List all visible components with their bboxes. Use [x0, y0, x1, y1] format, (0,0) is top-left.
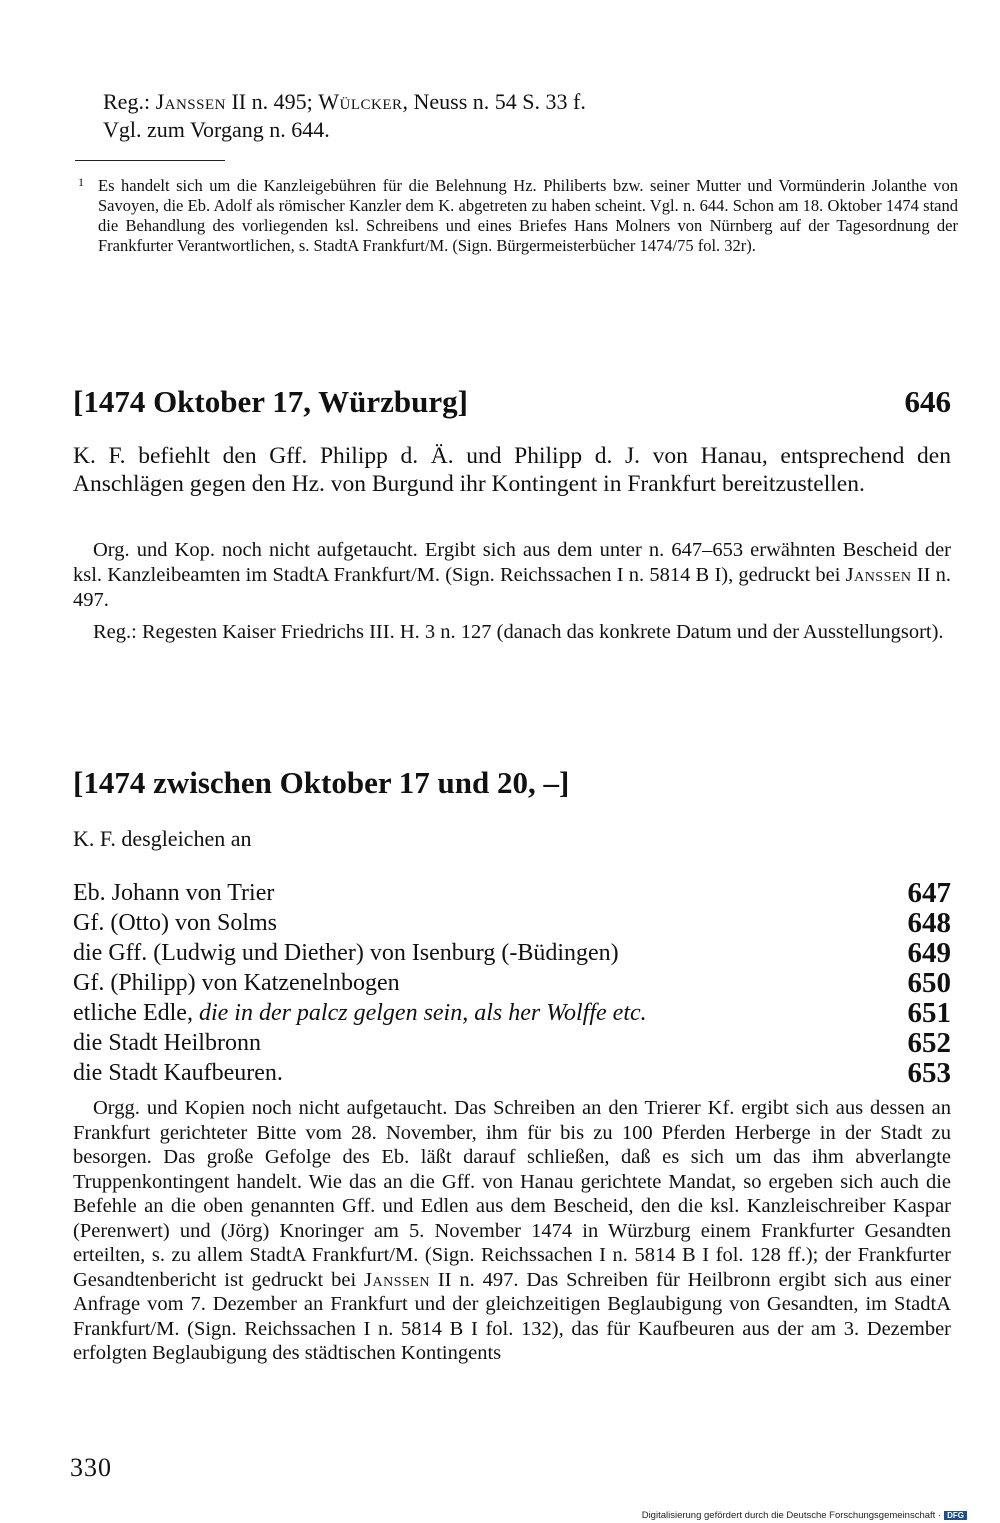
entry-647-paragraph — [73, 1096, 951, 1366]
entry-646-p1-text: Org. und Kop. noch nicht aufgetaucht. Ergibt sich aus dem unter n. 647–653 erwähnten Bescheid der ksl. Kanzleibeamten im StadtA Frankfurt/M. (Sign. Reichssachen I n. 5814 B I), gedruckt bei — [73, 539, 951, 586]
recipient-text — [73, 998, 647, 1028]
recipient-text: die Stadt Kaufbeuren. — [73, 1060, 283, 1086]
recipient-number: 652 — [907, 1027, 951, 1059]
recipient-number: 653 — [907, 1057, 951, 1089]
entry-646-p1-ref: II n. 497. — [73, 564, 951, 611]
recipient-text: die Gff. (Ludwig und Diether) von Isenburg (-Büdingen) — [73, 940, 619, 966]
entry-646-paragraph-1 — [73, 538, 951, 613]
author-janssen: Janssen — [364, 1268, 430, 1291]
author-janssen: Janssen — [155, 89, 226, 114]
recipient-row — [73, 878, 951, 908]
recipient-number: 650 — [907, 967, 951, 999]
recipient-text-plain: etliche Edle, — [73, 1000, 199, 1026]
recipient-number: 649 — [907, 937, 951, 969]
recipient-text-italic: die in der palcz gelgen sein, als her Wolffe etc. — [198, 1000, 647, 1026]
entry-646-paragraph-2: Reg.: Regesten Kaiser Friedrichs III. H. 3 n. 127 (danach das konkrete Datum und der Ausstellungsort). — [93, 621, 944, 643]
entry-647-text: Orgg. und Kopien noch nicht aufgetaucht. Das Schreiben an den Trierer Kf. ergibt sich aus dessen an Frankfurt gerichteter Bitte vom 28. November, ihm für bis zu 100 Pferden Herberge in der Stadt zu besorgen. Das große Gefolge des Eb. läßt darauf schließen, daß es sich um das ihm abverlangte Truppenkontingent handelt. Wie das an die Gff. von Hanau gerichtete Mandat, so ergeben sich auch die Befehle an die oben genannten Gff. und Edlen aus dem Bescheid, den die ksl. Kanzleischreiber Kaspar (Perenwert) und (Jörg) Knoringer am 5. November 1474 in Würzburg einem Frankfurter Gesandten erteilten, s. zu allem StadtA Frankfurt/M. (Sign. Reichssachen I n. 5814 B I fol. 128 ff.); der Frankfurter Gesandtenbericht ist gedruckt bei — [73, 1097, 951, 1291]
entry-646-heading: [1474 Oktober 17, Würzburg] — [73, 384, 468, 419]
dfg-logo-icon: DFG — [944, 1511, 967, 1520]
recipient-row — [73, 968, 951, 998]
top-reg-line-2: Vgl. zum Vorgang n. 644. — [103, 117, 330, 142]
recipient-row — [73, 998, 951, 1028]
footnote-divider — [75, 160, 225, 161]
page-number: 330 — [70, 1453, 112, 1482]
recipient-number: 647 — [907, 877, 951, 909]
recipient-number: 648 — [907, 907, 951, 939]
footnote-text: Es handelt sich um die Kanzleigebühren für die Belehnung Hz. Philiberts bzw. seiner Mutter und Vormünderin Jolanthe von Savoyen, die Eb. Adolf als römischer Kanzler dem K. abgetreten zu haben scheint. Vgl. n. 644. Schon am 18. Oktober 1474 stand die Behandlung des vorliegenden ksl. Schreibens und eines Briefes Hans Molners von Nürnberg auf der Tagesordnung der Frankfurter Verantwortlichen, s. StadtA Frankfurt/M. (Sign. Bürgermeisterbücher 1474/75 fol. 32r). — [98, 176, 958, 255]
digitization-credit — [642, 1510, 967, 1521]
author-janssen: Janssen — [845, 564, 912, 586]
reg-suffix: , Neuss n. 54 S. 33 f. — [402, 89, 586, 114]
entry-646-number: 646 — [904, 384, 951, 419]
credit-text: Digitalisierung gefördert durch die Deutsche Forschungsgemeinschaft · — [641, 1510, 942, 1521]
recipient-row — [73, 1058, 951, 1088]
author-wuelcker: Wülcker — [318, 89, 403, 114]
top-reg-line-1 — [103, 88, 963, 115]
recipient-row — [73, 938, 951, 968]
recipient-text: die Stadt Heilbronn — [73, 1030, 261, 1056]
recipient-number: 651 — [907, 997, 951, 1029]
recipient-text: Gf. (Otto) von Solms — [73, 910, 277, 936]
entry-647-text-cont: II n. 497. Das Schreiben für Heilbronn ergibt sich aus einer Anfrage vom 7. Dezember an Frankfurt und der gleichzeitigen Beglaubigung von Gesandten, im StadtA Frankfurt/M. (Sign. Reichssachen I n. 5814 B I fol. 132), das für Kaufbeuren aus der am 3. Dezember erfolgten Beglaubigung des städtischen Kontingents — [73, 1268, 952, 1364]
recipient-text: Eb. Johann von Trier — [73, 880, 275, 906]
entry-647-heading: [1474 zwischen Oktober 17 und 20, –] — [73, 765, 570, 800]
entry-647-intro: K. F. desgleichen an — [73, 826, 252, 851]
footnote-mark: 1 — [78, 175, 84, 189]
recipient-text: Gf. (Philipp) von Katzenelnbogen — [73, 970, 400, 996]
footnote — [78, 176, 958, 256]
recipient-row — [73, 908, 951, 938]
entry-646-summary: K. F. befiehlt den Gff. Philipp d. Ä. und Philipp d. J. von Hanau, entsprechend den Anschlägen gegen den Hz. von Burgund ihr Kontingent in Frankfurt bereitzustellen. — [73, 443, 951, 497]
reg-prefix: Reg.: — [103, 89, 156, 114]
recipient-row — [73, 1028, 951, 1058]
reg-mid: II n. 495; — [225, 89, 319, 114]
